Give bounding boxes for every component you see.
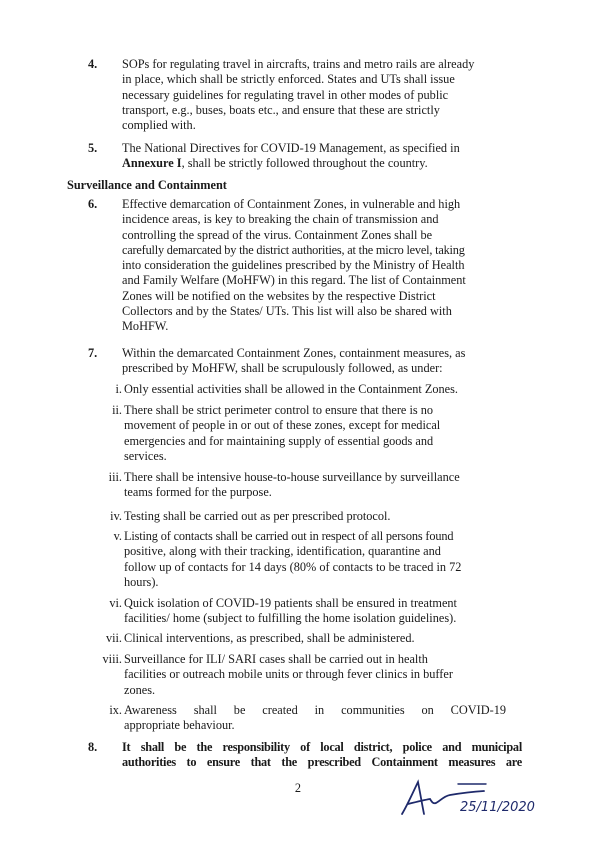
text-line: and Family Welfare (MoHFW) in this regard. The list of Containment bbox=[122, 273, 466, 288]
paragraph-text bbox=[122, 197, 522, 335]
sub-item-text bbox=[124, 631, 506, 646]
text-line: Awareness shall be created in communities on COVID-19 bbox=[124, 703, 506, 717]
paragraph-number: 4. bbox=[88, 57, 98, 71]
sub-item-number: v. bbox=[113, 529, 122, 543]
text-line: zones. bbox=[124, 682, 156, 697]
text-line: Effective demarcation of Containment Zones, in vulnerable and high bbox=[122, 197, 461, 211]
sub-item-text bbox=[124, 703, 506, 734]
text-line: appropriate behaviour. bbox=[124, 718, 235, 733]
text-line: emergencies and for maintaining supply of essential goods and bbox=[124, 433, 434, 448]
text-line: carefully demarcated by the district authorities, at the micro level, taking bbox=[122, 242, 465, 257]
text-line: facilities or outreach mobile units or through fever clinics in buffer bbox=[124, 667, 453, 682]
text-line: hours). bbox=[124, 574, 159, 589]
text-line: teams formed for the purpose. bbox=[124, 485, 272, 500]
paragraph-number: 8. bbox=[88, 740, 98, 754]
text-line bbox=[122, 156, 522, 171]
section-heading: Surveillance and Containment bbox=[67, 178, 227, 192]
text-line: follow up of contacts for 14 days (80% of contacts to be traced in 72 bbox=[124, 559, 462, 574]
text-line: in place, which shall be strictly enforced. States and UTs shall issue bbox=[122, 72, 455, 87]
sub-item-number: viii. bbox=[102, 652, 122, 666]
signature-date: 25/11/2020 bbox=[460, 800, 535, 815]
text-line: The National Directives for COVID-19 Management, as specified in bbox=[122, 141, 460, 155]
sub-item-text bbox=[124, 596, 506, 627]
text-line: There shall be strict perimeter control to ensure that there is no bbox=[124, 403, 434, 417]
text-line: authorities to ensure that the prescribed Containment measures are bbox=[122, 755, 522, 770]
paragraph-number: 6. bbox=[88, 197, 98, 211]
signature-image bbox=[398, 774, 548, 824]
text-line: Only essential activities shall be allowed in the Containment Zones. bbox=[124, 382, 458, 396]
sub-item-text bbox=[124, 382, 506, 397]
text-fragment: , shall be strictly followed throughout the country. bbox=[181, 156, 428, 171]
annexure-reference: Annexure I bbox=[122, 156, 182, 171]
text-line: necessary guidelines for regulating travel in other modes of public bbox=[122, 87, 449, 102]
text-line: There shall be intensive house-to-house surveillance by surveillance bbox=[124, 470, 460, 484]
text-line: transport, e.g., buses, boats etc., and ensure that these are strictly bbox=[122, 102, 440, 117]
text-line: Within the demarcated Containment Zones, containment measures, as bbox=[122, 346, 466, 360]
sub-item-text bbox=[124, 509, 506, 524]
sub-item-text bbox=[124, 529, 506, 590]
sub-item-number: ii. bbox=[112, 403, 122, 417]
sub-item-number: iv. bbox=[110, 509, 122, 523]
paragraph-number: 7. bbox=[88, 346, 98, 360]
sub-item-number: vi. bbox=[109, 596, 122, 610]
paragraph-number: 5. bbox=[88, 141, 98, 155]
sub-item-text bbox=[124, 403, 506, 464]
page-number: 2 bbox=[294, 781, 302, 795]
paragraph-text bbox=[122, 740, 522, 771]
sub-item-number: ix. bbox=[109, 703, 122, 717]
sub-item-number: i. bbox=[115, 382, 122, 396]
text-line: Surveillance for ILI/ SARI cases shall be carried out in health bbox=[124, 652, 428, 666]
text-line: facilities/ home (subject to fulfilling the home isolation guidelines). bbox=[124, 611, 457, 626]
sub-item-text bbox=[124, 470, 506, 501]
sub-item-number: vii. bbox=[105, 631, 122, 645]
paragraph-text bbox=[122, 141, 522, 172]
text-line: controlling the spread of the virus. Containment Zones shall be bbox=[122, 227, 433, 242]
sub-item-text bbox=[124, 652, 506, 698]
paragraph-text bbox=[122, 57, 522, 133]
text-line: movement of people in or out of these zones, except for medical bbox=[124, 418, 441, 433]
text-line: into consideration the guidelines prescribed by the Ministry of Health bbox=[122, 258, 465, 273]
text-line: Quick isolation of COVID-19 patients shall be ensured in treatment bbox=[124, 596, 457, 610]
text-line: prescribed by MoHFW, shall be scrupulously followed, as under: bbox=[122, 361, 443, 376]
text-line: Testing shall be carried out as per prescribed protocol. bbox=[124, 509, 391, 523]
text-line: SOPs for regulating travel in aircrafts, trains and metro rails are already bbox=[122, 57, 475, 71]
paragraph-text bbox=[122, 346, 522, 377]
text-line: Collectors and by the States/ UTs. This list will also be shared with bbox=[122, 304, 452, 319]
text-line: Clinical interventions, as prescribed, shall be administered. bbox=[124, 631, 415, 645]
text-line: Zones will be notified on the websites by the respective District bbox=[122, 288, 436, 303]
sub-item-number: iii. bbox=[108, 470, 122, 484]
text-line: MoHFW. bbox=[122, 319, 169, 334]
text-line: positive, along with their tracking, identification, quarantine and bbox=[124, 544, 441, 559]
text-line: incidence areas, is key to breaking the chain of transmission and bbox=[122, 212, 439, 227]
text-line: services. bbox=[124, 448, 167, 463]
text-line: complied with. bbox=[122, 118, 196, 133]
text-line: It shall be the responsibility of local district, police and municipal bbox=[122, 740, 522, 754]
text-line: Listing of contacts shall be carried out in respect of all persons found bbox=[124, 529, 454, 543]
